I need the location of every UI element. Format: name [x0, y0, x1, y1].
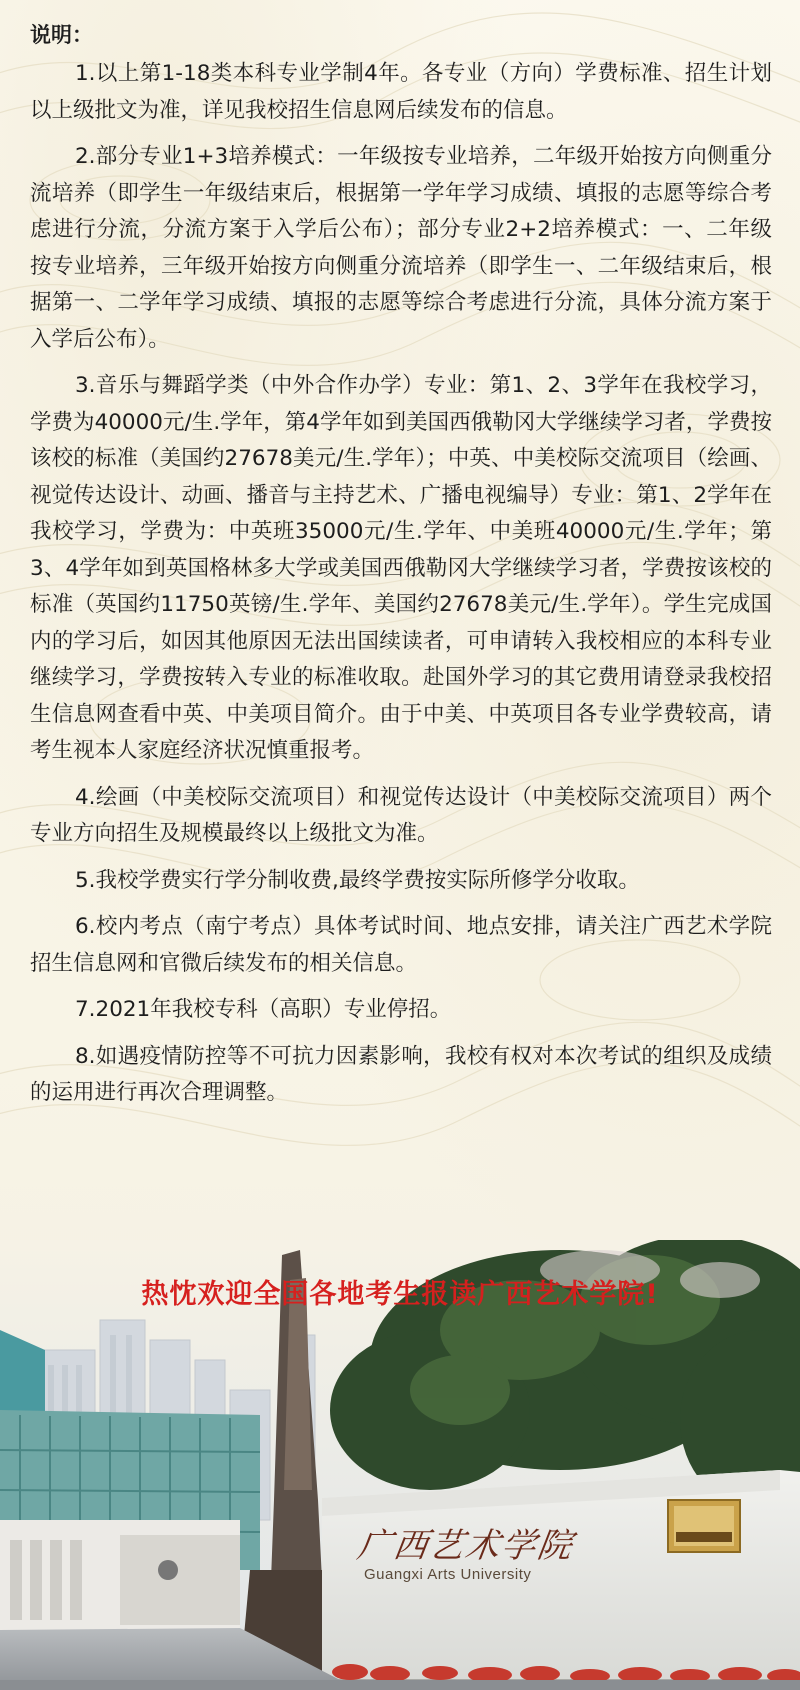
note-item-4: 4.绘画（中美校际交流项目）和视觉传达设计（中美校际交流项目）两个专业方向招生及规模最终以上级批文为准。	[30, 784, 772, 846]
university-name-en: Guangxi Arts University	[364, 1566, 532, 1583]
note-item-1: 1.以上第1-18类本科专业学制4年。各专业（方向）学费标准、招生计划以上级批文为准，详见我校招生信息网后续发布的信息。	[30, 61, 772, 123]
note-item-2: 2.部分专业1+3培养模式：一年级按专业培养，二年级开始按方向侧重分流培养（即学生一年级结束后，根据第一学年学习成绩、填报的志愿等综合考虑进行分流，分流方案于入学后公布）；部分专业2+2培养模式：一、二年级按专业培养，三年级开始按方向侧重分流培养（即学生一、二年级结束后，根据第一、二学年学习成绩、填报的志愿等综合考虑进行分流，具体分流方案于入学后公布）。	[30, 144, 772, 352]
note-item-8: 8.如遇疫情防控等不可抗力因素影响，我校有权对本次考试的组织及成绩的运用进行再次合理调整。	[30, 1043, 772, 1105]
notes-heading: 说明：	[30, 23, 93, 47]
notes-section	[30, 18, 772, 1122]
note-item-7: 7.2021年我校专科（高职）专业停招。	[75, 997, 452, 1022]
note-item-5: 5.我校学费实行学分制收费,最终学费按实际所修学分收取。	[75, 867, 640, 893]
welcome-banner: 热忱欢迎全国各地考生报读广西艺术学院!	[141, 1279, 659, 1310]
university-name-cn: 广西艺术学院	[354, 1526, 577, 1566]
note-item-6: 6.校内考点（南宁考点）具体考试时间、地点安排，请关注广西艺术学院招生信息网和官微后续发布的相关信息。	[30, 914, 772, 976]
note-item-3: 3.音乐与舞蹈学类（中外合作办学）专业：第1、2、3学年在我校学习，学费为40000元/生.学年，第4学年如到美国西俄勒冈大学继续学习者，学费按该校的标准（美国约27678美元/生.学年）；中英、中美校际交流项目（绘画、视觉传达设计、动画、播音与主持艺术、广播电视编导）专业：第1、2学年在我校学习，学费为：中英班35000元/生.学年、中美班40000元/生.学年；第3、4学年如到英国格林多大学或美国西俄勒冈大学继续学习者，学费按该校的标准（英国约11750英镑/生.学年、美国约27678美元/生.学年）。学生完成国内的学习后，如因其他原因无法出国续读者，可申请转入我校相应的本科专业继续学习，学费按转入专业的标准收取。赴国外学习的其它费用请登录我校招生信息网查看中英、中美项目简介。由于中美、中英项目各专业学费较高，请考生视本人家庭经济状况慎重报考。	[30, 373, 772, 763]
